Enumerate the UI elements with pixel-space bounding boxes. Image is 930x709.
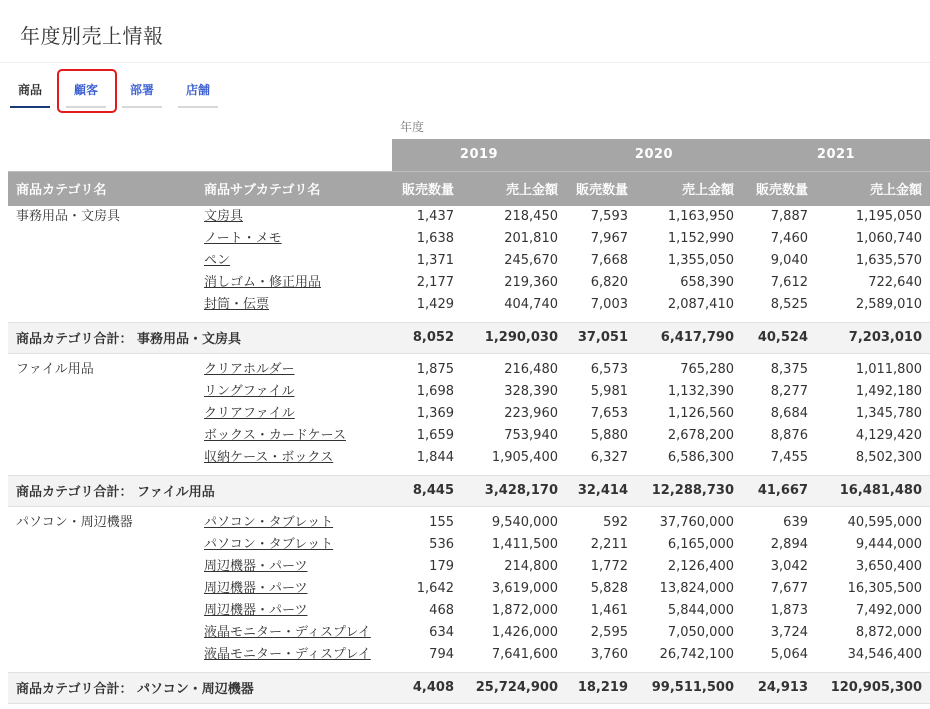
year-header-blank (8, 139, 392, 171)
subcategory-link[interactable]: 周辺機器・パーツ (204, 581, 308, 596)
qty-cell: 7,003 (590, 297, 628, 312)
qty-cell: 468 (429, 603, 454, 618)
total-qty-cell: 37,051 (566, 322, 636, 353)
amount-cell: 4,129,420 (855, 428, 922, 443)
qty-cell: 7,460 (770, 231, 808, 246)
qty-cell: 5,880 (590, 428, 628, 443)
qty-cell: 794 (429, 647, 454, 662)
amount-cell: 1,152,990 (667, 231, 734, 246)
subcategory-cell (202, 272, 392, 294)
sales-table (8, 139, 930, 709)
subcategory-link[interactable]: パソコン・タブレット (204, 515, 334, 530)
qty-cell: 1,437 (416, 209, 454, 224)
qty-cell: 7,593 (590, 209, 628, 224)
amount-cell: 328,390 (504, 384, 558, 399)
amount-cell: 1,011,800 (855, 362, 922, 377)
amount-cell: 7,641,600 (491, 647, 558, 662)
row-spacer (8, 703, 930, 709)
total-qty-cell: 24,913 (742, 672, 816, 703)
subcategory-link[interactable]: 封筒・伝票 (204, 297, 270, 312)
qty-cell: 2,894 (770, 537, 808, 552)
qty-cell: 8,684 (770, 406, 808, 421)
subcategory-link[interactable]: ノート・メモ (204, 231, 282, 246)
amount-cell: 1,195,050 (855, 209, 922, 224)
col-header-amount[interactable]: 売上金額 (636, 171, 742, 206)
amount-cell: 37,760,000 (659, 515, 734, 530)
subcategory-cell (202, 250, 392, 272)
subcategory-cell (202, 381, 392, 403)
total-amount-cell: 99,511,500 (636, 672, 742, 703)
amount-cell: 1,905,400 (491, 450, 558, 465)
qty-cell: 1,875 (416, 362, 454, 377)
amount-cell: 201,810 (504, 231, 558, 246)
qty-cell: 536 (429, 537, 454, 552)
amount-cell: 214,800 (504, 559, 558, 574)
qty-cell: 1,638 (416, 231, 454, 246)
subcategory-cell (202, 512, 392, 534)
subcategory-cell (202, 578, 392, 600)
qty-cell: 5,828 (590, 581, 628, 596)
subcategory-cell (202, 622, 392, 644)
amount-cell: 404,740 (504, 297, 558, 312)
year-caption: 年度 (400, 120, 425, 134)
subcategory-link[interactable]: 収納ケース・ボックス (204, 450, 334, 465)
tab-departments[interactable]: 部署 (122, 76, 162, 108)
tab-stores[interactable]: 店舗 (178, 76, 218, 108)
qty-cell: 1,659 (416, 428, 454, 443)
amount-cell: 1,132,390 (667, 384, 734, 399)
amount-cell: 219,360 (504, 275, 558, 290)
subcategory-link[interactable]: 液晶モニター・ディスプレイ (204, 647, 371, 662)
amount-cell: 1,345,780 (855, 406, 922, 421)
qty-cell: 6,573 (590, 362, 628, 377)
qty-cell: 1,369 (416, 406, 454, 421)
qty-cell: 1,844 (416, 450, 454, 465)
qty-cell: 1,642 (416, 581, 454, 596)
qty-cell: 8,277 (770, 384, 808, 399)
amount-cell: 8,872,000 (855, 625, 922, 640)
qty-cell: 3,724 (770, 625, 808, 640)
amount-cell: 218,450 (504, 209, 558, 224)
table-body (8, 206, 930, 709)
total-qty-cell: 18,219 (566, 672, 636, 703)
amount-cell: 1,126,560 (667, 406, 734, 421)
category-total-label: 商品カテゴリ合計： パソコン・周辺機器 (8, 672, 392, 703)
category-cell: パソコン・周辺機器 (16, 515, 133, 530)
subcategory-link[interactable]: 文房具 (204, 209, 244, 224)
amount-cell: 722,640 (868, 275, 922, 290)
amount-cell: 2,087,410 (667, 297, 734, 312)
table-row (8, 512, 930, 534)
subcategory-cell (202, 206, 392, 228)
qty-cell: 2,595 (590, 625, 628, 640)
qty-cell: 7,668 (590, 253, 628, 268)
amount-cell: 7,492,000 (855, 603, 922, 618)
qty-cell: 1,371 (416, 253, 454, 268)
table-row (8, 359, 930, 381)
qty-cell: 592 (603, 515, 628, 530)
total-amount-cell: 25,724,900 (462, 672, 566, 703)
amount-cell: 9,540,000 (491, 515, 558, 530)
subcategory-link[interactable]: リングファイル (204, 384, 295, 399)
amount-cell: 765,280 (680, 362, 734, 377)
amount-cell: 34,546,400 (847, 647, 922, 662)
total-qty-cell: 41,667 (742, 475, 816, 506)
qty-cell: 3,760 (590, 647, 628, 662)
qty-cell: 1,698 (416, 384, 454, 399)
qty-cell: 7,887 (770, 209, 808, 224)
amount-cell: 1,426,000 (491, 625, 558, 640)
total-qty-cell: 8,445 (392, 475, 462, 506)
total-qty-cell: 8,052 (392, 322, 462, 353)
col-header-subcategory[interactable]: 商品サブカテゴリ名 (202, 171, 392, 206)
amount-cell: 5,844,000 (667, 603, 734, 618)
subcategory-cell (202, 600, 392, 622)
page-title: 年度別売上情報 (20, 24, 164, 48)
qty-cell: 634 (429, 625, 454, 640)
amount-cell: 1,411,500 (491, 537, 558, 552)
amount-cell: 13,824,000 (659, 581, 734, 596)
category-total-row (8, 475, 930, 506)
subcategory-cell (202, 228, 392, 250)
tab-products[interactable]: 商品 (10, 76, 50, 108)
subcategory-link[interactable]: ペン (204, 253, 231, 268)
subcategory-cell (202, 359, 392, 381)
amount-cell: 1,163,950 (667, 209, 734, 224)
amount-cell: 6,165,000 (667, 537, 734, 552)
amount-cell: 7,050,000 (667, 625, 734, 640)
category-total-label: 商品カテゴリ合計： ファイル用品 (8, 475, 392, 506)
amount-cell: 2,589,010 (855, 297, 922, 312)
title-divider (0, 62, 930, 63)
qty-cell: 8,876 (770, 428, 808, 443)
subcategory-link[interactable]: 液晶モニター・ディスプレイ (204, 625, 371, 640)
total-amount-cell: 7,203,010 (816, 322, 930, 353)
category-total-label: 商品カテゴリ合計： 事務用品・文房具 (8, 322, 392, 353)
qty-cell: 9,040 (770, 253, 808, 268)
subcategory-link[interactable]: クリアホルダー (204, 362, 295, 377)
qty-cell: 1,873 (770, 603, 808, 618)
total-amount-cell: 1,290,030 (462, 322, 566, 353)
year-header-2019: 2019 (392, 139, 566, 171)
amount-cell: 8,502,300 (855, 450, 922, 465)
col-header-amount[interactable]: 売上金額 (462, 171, 566, 206)
amount-cell: 1,635,570 (855, 253, 922, 268)
subcategory-cell (202, 403, 392, 425)
qty-cell: 7,653 (590, 406, 628, 421)
qty-cell: 1,461 (590, 603, 628, 618)
table-row (8, 206, 930, 228)
total-amount-cell: 3,428,170 (462, 475, 566, 506)
col-header-qty[interactable]: 販売数量 (742, 171, 816, 206)
qty-cell: 639 (783, 515, 808, 530)
qty-cell: 8,525 (770, 297, 808, 312)
qty-cell: 155 (429, 515, 454, 530)
qty-cell: 1,772 (590, 559, 628, 574)
amount-cell: 9,444,000 (855, 537, 922, 552)
amount-cell: 1,355,050 (667, 253, 734, 268)
subcategory-link[interactable]: ボックス・カードケース (204, 428, 346, 443)
total-qty-cell: 32,414 (566, 475, 636, 506)
amount-cell: 6,586,300 (667, 450, 734, 465)
total-amount-cell: 120,905,300 (816, 672, 930, 703)
subcategory-cell (202, 534, 392, 556)
subcategory-link[interactable]: パソコン・タブレット (204, 537, 334, 552)
category-cell: ファイル用品 (16, 362, 94, 377)
subcategory-link[interactable]: 周辺機器・パーツ (204, 603, 308, 618)
qty-cell: 6,820 (590, 275, 628, 290)
col-header-category[interactable]: 商品カテゴリ名 (8, 171, 202, 206)
year-header-2020: 2020 (566, 139, 742, 171)
amount-cell: 1,492,180 (855, 384, 922, 399)
subcategory-cell (202, 556, 392, 578)
qty-cell: 7,612 (770, 275, 808, 290)
total-qty-cell: 40,524 (742, 322, 816, 353)
qty-cell: 2,177 (416, 275, 454, 290)
category-total-row (8, 322, 930, 353)
amount-cell: 16,305,500 (847, 581, 922, 596)
column-header-row (8, 171, 930, 206)
subcategory-cell (202, 644, 392, 666)
qty-cell: 2,211 (590, 537, 628, 552)
amount-cell: 1,060,740 (855, 231, 922, 246)
subcategory-link[interactable]: 消しゴム・修正用品 (204, 275, 322, 290)
tab-customers[interactable]: 顧客 (66, 76, 106, 108)
col-header-qty[interactable]: 販売数量 (392, 171, 462, 206)
subcategory-cell (202, 294, 392, 316)
qty-cell: 179 (429, 559, 454, 574)
category-cell: 事務用品・文房具 (16, 209, 121, 224)
subcategory-cell (202, 447, 392, 469)
subcategory-link[interactable]: クリアファイル (204, 406, 295, 421)
amount-cell: 245,670 (504, 253, 558, 268)
year-header-2021: 2021 (742, 139, 930, 171)
col-header-amount[interactable]: 売上金額 (816, 171, 930, 206)
qty-cell: 3,042 (770, 559, 808, 574)
total-amount-cell: 16,481,480 (816, 475, 930, 506)
qty-cell: 5,981 (590, 384, 628, 399)
amount-cell: 26,742,100 (659, 647, 734, 662)
qty-cell: 6,327 (590, 450, 628, 465)
amount-cell: 2,678,200 (667, 428, 734, 443)
amount-cell: 3,650,400 (855, 559, 922, 574)
subcategory-link[interactable]: 周辺機器・パーツ (204, 559, 308, 574)
amount-cell: 1,872,000 (491, 603, 558, 618)
qty-cell: 7,967 (590, 231, 628, 246)
amount-cell: 658,390 (680, 275, 734, 290)
qty-cell: 5,064 (770, 647, 808, 662)
col-header-qty[interactable]: 販売数量 (566, 171, 636, 206)
qty-cell: 8,375 (770, 362, 808, 377)
qty-cell: 7,677 (770, 581, 808, 596)
amount-cell: 3,619,000 (491, 581, 558, 596)
amount-cell: 40,595,000 (847, 515, 922, 530)
category-total-row (8, 672, 930, 703)
amount-cell: 223,960 (504, 406, 558, 421)
subcategory-cell (202, 425, 392, 447)
total-amount-cell: 12,288,730 (636, 475, 742, 506)
qty-cell: 1,429 (416, 297, 454, 312)
amount-cell: 2,126,400 (667, 559, 734, 574)
qty-cell: 7,455 (770, 450, 808, 465)
amount-cell: 216,480 (504, 362, 558, 377)
total-amount-cell: 6,417,790 (636, 322, 742, 353)
amount-cell: 753,940 (504, 428, 558, 443)
total-qty-cell: 4,408 (392, 672, 462, 703)
year-header-row (8, 139, 930, 171)
